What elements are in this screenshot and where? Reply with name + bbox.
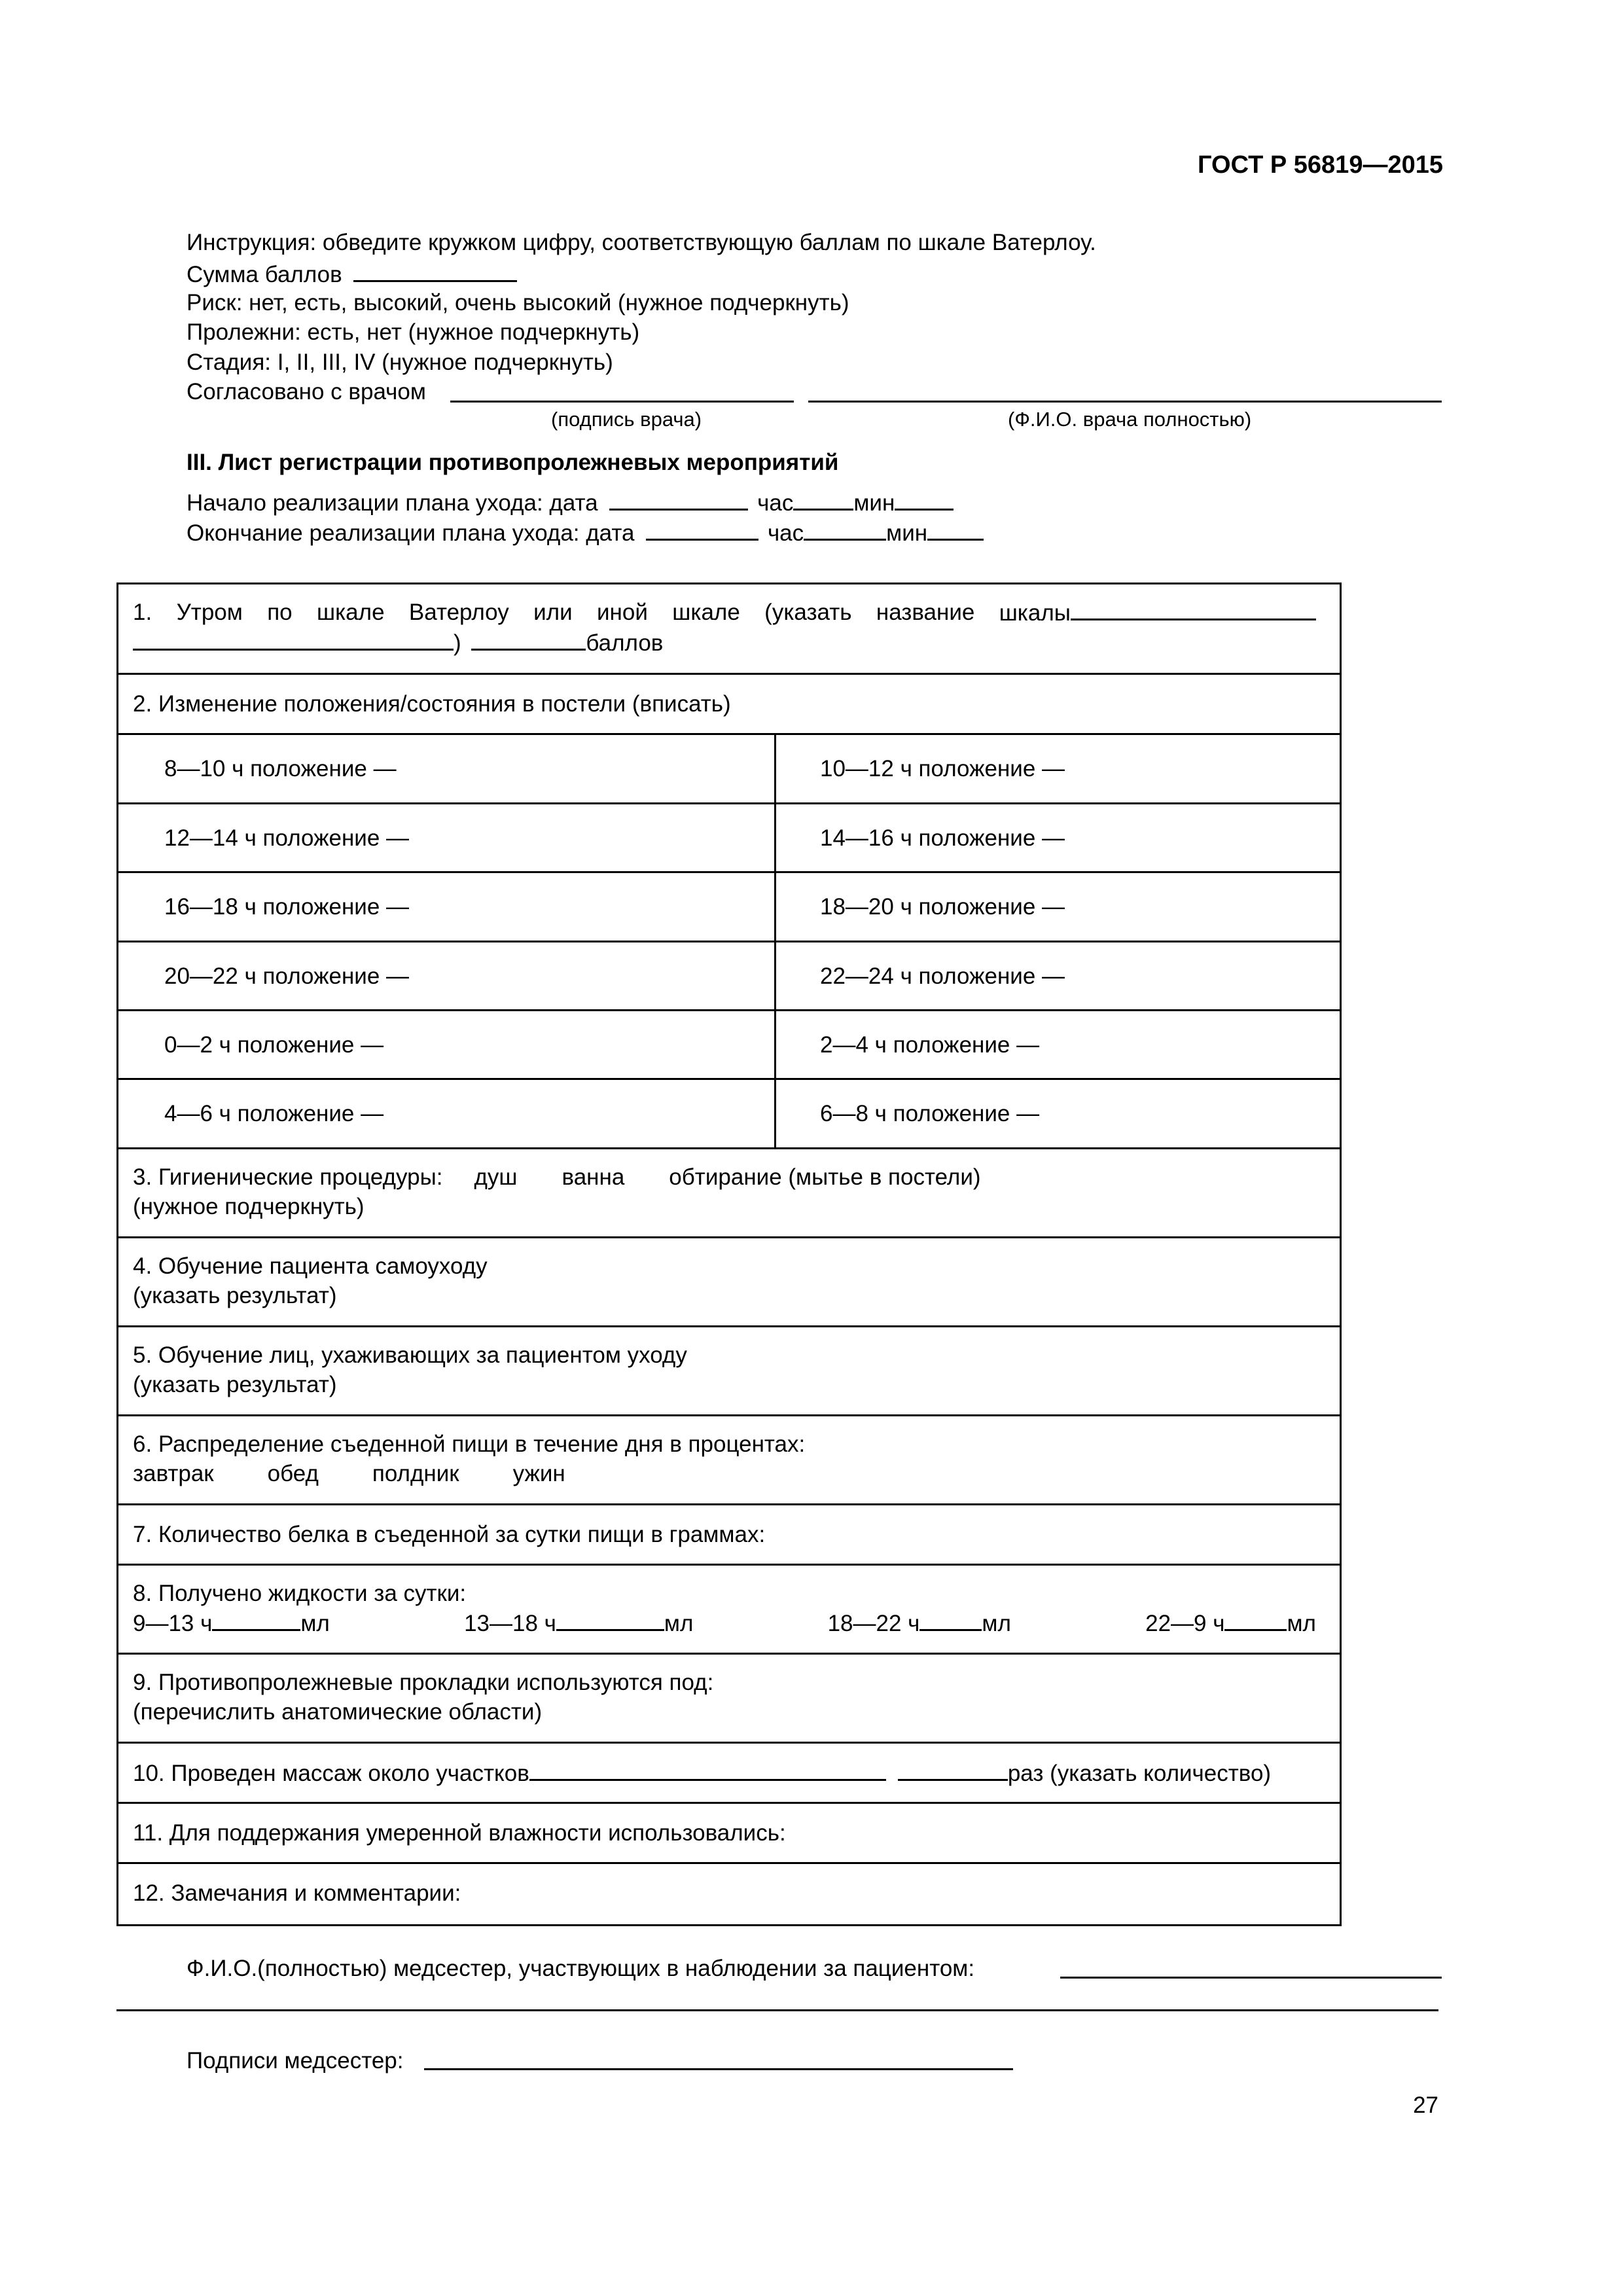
registration-table (116, 583, 1342, 1926)
table-row-2 (118, 675, 1340, 735)
table-row-6[interactable] (118, 1416, 1340, 1505)
start-min-blank[interactable] (895, 488, 954, 511)
start-min-label: мин (853, 490, 895, 516)
page-number: 27 (1413, 2092, 1438, 2118)
fluid-blank[interactable] (919, 1608, 982, 1631)
end-min-blank[interactable] (927, 518, 984, 541)
meal-snack[interactable]: полдник (372, 1461, 459, 1486)
row12-text: 12. Замечания и комментарии: (133, 1880, 461, 1906)
massage-count-blank[interactable] (898, 1758, 1008, 1781)
table-row-12[interactable] (118, 1864, 1340, 1924)
period-label: 22—9 ч (1145, 1611, 1225, 1636)
position-row (118, 804, 1340, 873)
score-sum-line (187, 259, 517, 289)
unit-ml: мл (300, 1611, 330, 1636)
row8-line1: 8. Получено жидкости за сутки: (133, 1581, 467, 1606)
position-cell[interactable]: 8—10 ч положение — (164, 756, 397, 781)
score-points-blank[interactable] (471, 628, 586, 651)
row1-word: (указать (764, 600, 852, 625)
unit-ml: мл (664, 1611, 694, 1636)
row1-num: 1. (133, 600, 152, 625)
end-label: Окончание реализации плана ухода: дата (187, 520, 635, 546)
table-row-11[interactable] (118, 1804, 1340, 1864)
scale-name-blank[interactable] (1071, 598, 1316, 620)
position-cell[interactable]: 10—12 ч положение — (820, 756, 1065, 781)
row1-word: шкале (672, 600, 740, 625)
table-row-9[interactable] (118, 1655, 1340, 1744)
instruction-text: Инструкция: обведите кружком цифру, соответствующую баллам по шкале Ватерлоу. (187, 230, 1096, 255)
doctor-name-blank[interactable] (808, 401, 1442, 403)
row8-periods (133, 1608, 1316, 1638)
score-sum-blank[interactable] (353, 259, 517, 282)
position-cell[interactable]: 14—16 ч положение — (820, 825, 1065, 851)
position-row (118, 1080, 1340, 1149)
table-row-7[interactable] (118, 1505, 1340, 1566)
table-row-1 (118, 584, 1340, 675)
row1-word: Утром (176, 600, 243, 625)
end-min-label: мин (886, 520, 928, 546)
row6-line1: 6. Распределение съеденной пищи в течение дня в процентах: (133, 1431, 806, 1457)
position-cell[interactable]: 12—14 ч положение — (164, 825, 410, 851)
row10-line (133, 1758, 1325, 1788)
start-line (187, 488, 954, 517)
meal-dinner[interactable]: ужин (512, 1461, 565, 1486)
end-hour-label: час (767, 520, 804, 546)
row1-word: по (267, 600, 293, 625)
row5-line2: (указать результат) (133, 1372, 337, 1397)
fluid-blank[interactable] (1224, 1608, 1287, 1631)
meal-breakfast[interactable]: завтрак (133, 1461, 214, 1486)
position-row (118, 1011, 1340, 1080)
option-bath[interactable]: ванна (562, 1164, 625, 1190)
bedsores-text: Пролежни: есть, нет (нужное подчеркнуть) (187, 319, 640, 345)
row6-meals (133, 1459, 1325, 1488)
score-sum-label: Сумма баллов (187, 262, 342, 287)
table-row-8 (118, 1566, 1340, 1655)
position-row (118, 942, 1340, 1011)
risk-text: Риск: нет, есть, высокий, очень высокий (нужное подчеркнуть) (187, 290, 849, 315)
row1-word: иной (597, 600, 648, 625)
position-cell[interactable]: 6—8 ч положение — (820, 1101, 1040, 1126)
table-row-10 (118, 1744, 1340, 1804)
row1-word: шкалы (999, 600, 1071, 626)
table-row-4[interactable] (118, 1238, 1340, 1327)
table-row-3 (118, 1149, 1340, 1238)
row10-tail: раз (указать количество) (1007, 1761, 1272, 1786)
end-line (187, 518, 984, 547)
row4-line2: (указать результат) (133, 1283, 337, 1308)
signature-caption: (подпись врача) (551, 408, 702, 431)
row1-word: название (876, 600, 975, 625)
row2-text: 2. Изменение положения/состояния в постели (вписать) (133, 691, 731, 717)
position-row (118, 873, 1340, 942)
row3-note: (нужное подчеркнуть) (133, 1194, 365, 1219)
position-cell[interactable]: 16—18 ч положение — (164, 894, 410, 920)
massage-areas-blank[interactable] (529, 1758, 886, 1781)
unit-ml: мл (982, 1611, 1011, 1636)
row1-line2 (133, 628, 1325, 658)
option-wipe[interactable]: обтирание (мытье в постели) (669, 1164, 981, 1190)
nurses-label: Ф.И.О.(полностью) медсестер, участвующих в наблюдении за пациентом: (187, 1956, 975, 1981)
period-label: 9—13 ч (133, 1611, 213, 1636)
row10-label: 10. Проведен массаж около участков (133, 1761, 529, 1786)
row1-close: ) (454, 630, 461, 656)
signatures-blank[interactable] (424, 2068, 1013, 2070)
table-row-5[interactable] (118, 1327, 1340, 1416)
row1-word: или (533, 600, 573, 625)
position-cell[interactable]: 22—24 ч положение — (820, 963, 1065, 989)
row9-line2: (перечислить анатомические области) (133, 1699, 543, 1725)
section-title: III. Лист регистрации противопролежневых мероприятий (187, 450, 839, 475)
standard-number: ГОСТ Р 56819—2015 (1198, 151, 1443, 179)
row1-word: Ватерлоу (408, 600, 509, 625)
position-cell[interactable]: 20—22 ч положение — (164, 963, 410, 989)
scale-name-blank-2[interactable] (133, 628, 454, 651)
start-date-blank[interactable] (609, 488, 748, 511)
row3-line1 (133, 1162, 1325, 1192)
position-cell[interactable]: 2—4 ч положение — (820, 1031, 1040, 1058)
nurses-blank[interactable] (1060, 1977, 1442, 1979)
position-row (118, 735, 1340, 804)
position-cell[interactable]: 18—20 ч положение — (820, 894, 1065, 920)
period-label: 18—22 ч (827, 1611, 920, 1636)
start-hour-blank[interactable] (793, 488, 853, 511)
signatures-label: Подписи медсестер: (187, 2048, 404, 2073)
doctor-signature-blank[interactable] (450, 401, 794, 403)
row3-label: 3. Гигиенические процедуры: (133, 1164, 443, 1190)
position-cell[interactable]: 0—2 ч положение — (164, 1031, 384, 1058)
agreed-label: Согласовано с врачом (187, 379, 426, 404)
end-date-blank[interactable] (646, 518, 758, 541)
row1-line1 (133, 598, 1316, 628)
option-shower[interactable]: душ (474, 1164, 518, 1190)
fluid-blank[interactable] (212, 1608, 300, 1631)
nurses-blank-2[interactable] (116, 2009, 1438, 2011)
unit-ml: мл (1287, 1611, 1316, 1636)
row4-line1: 4. Обучение пациента самоуходу (133, 1253, 488, 1279)
row1-points: баллов (586, 630, 664, 656)
row11-text: 11. Для поддержания умеренной влажности использовались: (133, 1820, 786, 1846)
row7-text: 7. Количество белка в съеденной за сутки пищи в граммах: (133, 1522, 766, 1547)
start-hour-label: час (757, 490, 794, 516)
row1-word: шкале (317, 600, 385, 625)
fluid-blank[interactable] (556, 1608, 664, 1631)
period-label: 13—18 ч (464, 1611, 556, 1636)
meal-lunch[interactable]: обед (267, 1461, 319, 1486)
stage-text: Стадия: I, II, III, IV (нужное подчеркнуть) (187, 350, 613, 375)
position-cell[interactable]: 4—6 ч положение — (164, 1101, 384, 1126)
start-label: Начало реализации плана ухода: дата (187, 490, 598, 516)
row9-line1: 9. Противопролежневые прокладки используются под: (133, 1670, 714, 1695)
row5-line1: 5. Обучение лиц, ухаживающих за пациентом уходу (133, 1342, 687, 1368)
name-caption: (Ф.И.О. врача полностью) (1008, 408, 1252, 431)
end-hour-blank[interactable] (804, 518, 886, 541)
